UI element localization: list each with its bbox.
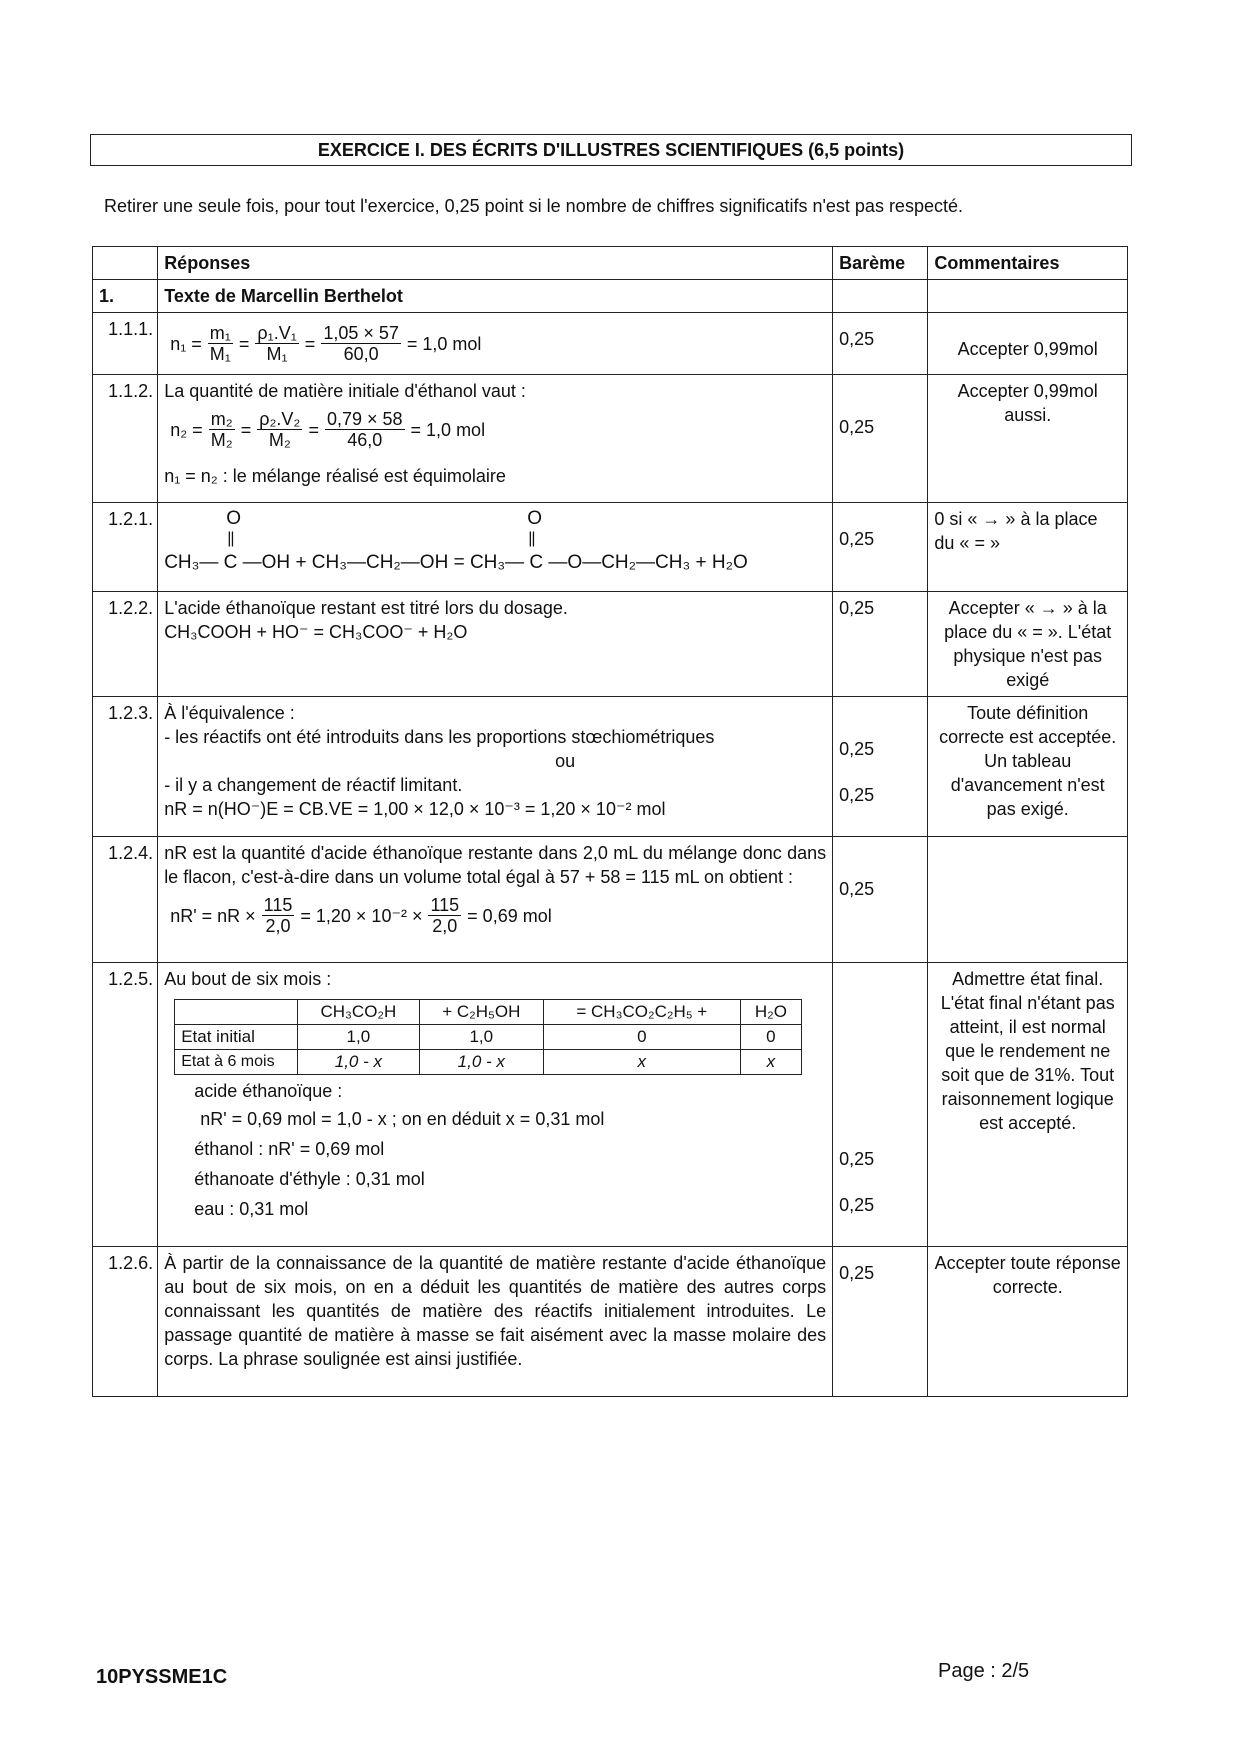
comment: Accepter 0,99mol aussi.	[928, 375, 1128, 503]
page-number: Page : 2/5	[938, 1660, 1030, 1682]
document-code: 10PYSSME1C	[96, 1666, 228, 1688]
score: 0,25	[839, 1195, 875, 1215]
table-row: 1.2.4. nR est la quantité d'acide éthanoïque restante dans 2,0 mL du mélange donc dans le flacon, c'est-à-dire dans un volume total égal à 57 + 58 = 115 mL on obtient : nR' = nR × $\frac{115}{2,0}$ = 1,20 × 10⁻² × $\frac{115}{2,0}$ = 0,69 mol 0,25	[93, 837, 1128, 963]
section-row	[93, 280, 1128, 313]
formula-n1: n₁ = $\frac{\text{m₁}}{\text{M₁}}$ = $\frac{\text{ρ₁.V₁}}{\text{M₁}}$ = $\frac{1,05 \times 57}{60,0}$ = 1,0 mol	[170, 323, 482, 364]
answer-table	[92, 246, 1128, 1397]
row-number: 1.1.1.	[93, 313, 158, 375]
score: 0,25	[833, 375, 928, 503]
row-number: 1.2.2.	[93, 592, 158, 697]
row-number: 1.2.4.	[93, 837, 158, 963]
comment: Toute définition correcte est acceptée. Un tableau d'avancement n'est pas exigé.	[928, 697, 1128, 837]
comment: 0 si « → » à la place du « = »	[928, 503, 1128, 592]
comment: Admettre état final. L'état final n'étant pas atteint, il est normal que le rendement ne soit que de 31%. Tout raisonnement logique est accepté.	[928, 963, 1128, 1247]
comment: Accepter 0,99mol	[928, 313, 1128, 375]
section-title: Texte de Marcellin Berthelot	[158, 280, 833, 313]
row-number: 1.2.3.	[93, 697, 158, 837]
row-number: 1.2.1.	[93, 503, 158, 592]
row-number: 1.2.6.	[93, 1247, 158, 1397]
row-number: 1.2.5.	[93, 963, 158, 1247]
score: 0,25	[833, 313, 928, 375]
advancement-table: CH₃CO₂H + C₂H₅OH = CH₃CO₂C₂H₅ + H₂O Etat initial 1,0 1,0 0 0 Etat à 6 mois 1,0 - x 1,0 - x x x	[174, 999, 802, 1075]
formula-nR-prime: nR' = nR × $\frac{115}{2,0}$ = 1,20 × 10⁻² × $\frac{115}{2,0}$ = 0,69 mol	[170, 895, 552, 936]
table-row: 1.1.2. La quantité de matière initiale d'éthanol vaut : n₂ = $\frac{\text{m₂}}{\text{M₂}}$ = $\frac{\text{ρ₂.V₂}}{\text{M₂}}$ = $\frac{0,79 \times 58}{46,0}$ = 1,0 mol n₁ = n₂ : le mélange réalisé est équimolaire 0,25 Accepter 0,99mol aussi.	[93, 375, 1128, 503]
section-number: 1.	[93, 280, 158, 313]
row-number: 1.1.2.	[93, 375, 158, 503]
score: 0,25	[839, 739, 875, 759]
table-row: 1.2.6. À partir de la connaissance de la quantité de matière restante d'acide éthanoïque au bout de six mois, on en a déduit les quantités de matière des autres corps connaissant les quantités de matière des réactifs initialement introduites. Le passage quantité de matière à masse se fait aisément avec la masse molaire des corps. La phrase soulignée est ainsi justifiée. 0,25 Accepter toute réponse correcte.	[93, 1247, 1128, 1397]
table-row: 1.2.2. L'acide éthanoïque restant est titré lors du dosage. CH₃COOH + HO⁻ = CH₃COO⁻ + H₂O 0,25 Accepter « → » à la place du « = ». L'état physique n'est pas exigé	[93, 592, 1128, 697]
score: 0,25	[839, 785, 875, 805]
score: 0,25	[833, 1247, 928, 1397]
table-row	[93, 313, 1128, 375]
table-header-row	[93, 247, 1128, 280]
esterification-equation: O || O || CH₃— C —OH + CH₃—CH₂—OH = CH₃— C —O—CH₂—CH₃ + H₂O	[164, 508, 748, 573]
table-row	[93, 503, 1128, 592]
header-answers: Réponses	[158, 247, 833, 280]
score: 0,25	[833, 503, 928, 592]
header-bareme: Barème	[833, 247, 928, 280]
comment: Accepter toute réponse correcte.	[928, 1247, 1128, 1397]
score: 0,25	[839, 1149, 875, 1169]
exercise-title: EXERCICE I. DES ÉCRITS D'ILLUSTRES SCIENTIFIQUES (6,5 points)	[90, 134, 1132, 166]
score: 0,25	[833, 592, 928, 697]
table-row: 1.2.5. Au bout de six mois : CH₃CO₂H + C₂H₅OH = CH₃CO₂C₂H₅ + H₂O Etat initial 1,0 1,0 0 0 Etat à 6 mois 1,0 - x 1,0 - x x x acide éthanoïque : nR' = 0,69 mol = 1,0 - x ; on en déduit x = 0,31 mol éthanol : nR' = 0,69 mol éthanoate d'éthyle : 0,31 mol eau : 0,31 mol 0,25 0,25 Admettre état final. L'état final n'étant pas atteint, il est normal que le rendement ne soit que de 31%. Tout raisonnement logique est accepté.	[93, 963, 1128, 1247]
intro-text: Retirer une seule fois, pour tout l'exercice, 0,25 point si le nombre de chiffres significatifs n'est pas respecté.	[104, 196, 963, 216]
score: 0,25	[833, 837, 928, 963]
header-comments: Commentaires	[928, 247, 1128, 280]
formula-n2: n₂ = $\frac{\text{m₂}}{\text{M₂}}$ = $\frac{\text{ρ₂.V₂}}{\text{M₂}}$ = $\frac{0,79 \times 58}{46,0}$ = 1,0 mol	[170, 409, 486, 450]
comment: Accepter « → » à la place du « = ». L'état physique n'est pas exigé	[928, 592, 1128, 697]
table-row: 1.2.3. À l'équivalence : - les réactifs ont été introduits dans les proportions stœchiométriques ou - il y a changement de réactif limitant. nR = n(HO⁻)E = CB.VE = 1,00 × 12,0 × 10⁻³ = 1,20 × 10⁻² mol 0,25 0,25 Toute définition correcte est acceptée. Un tableau d'avancement n'est pas exigé.	[93, 697, 1128, 837]
